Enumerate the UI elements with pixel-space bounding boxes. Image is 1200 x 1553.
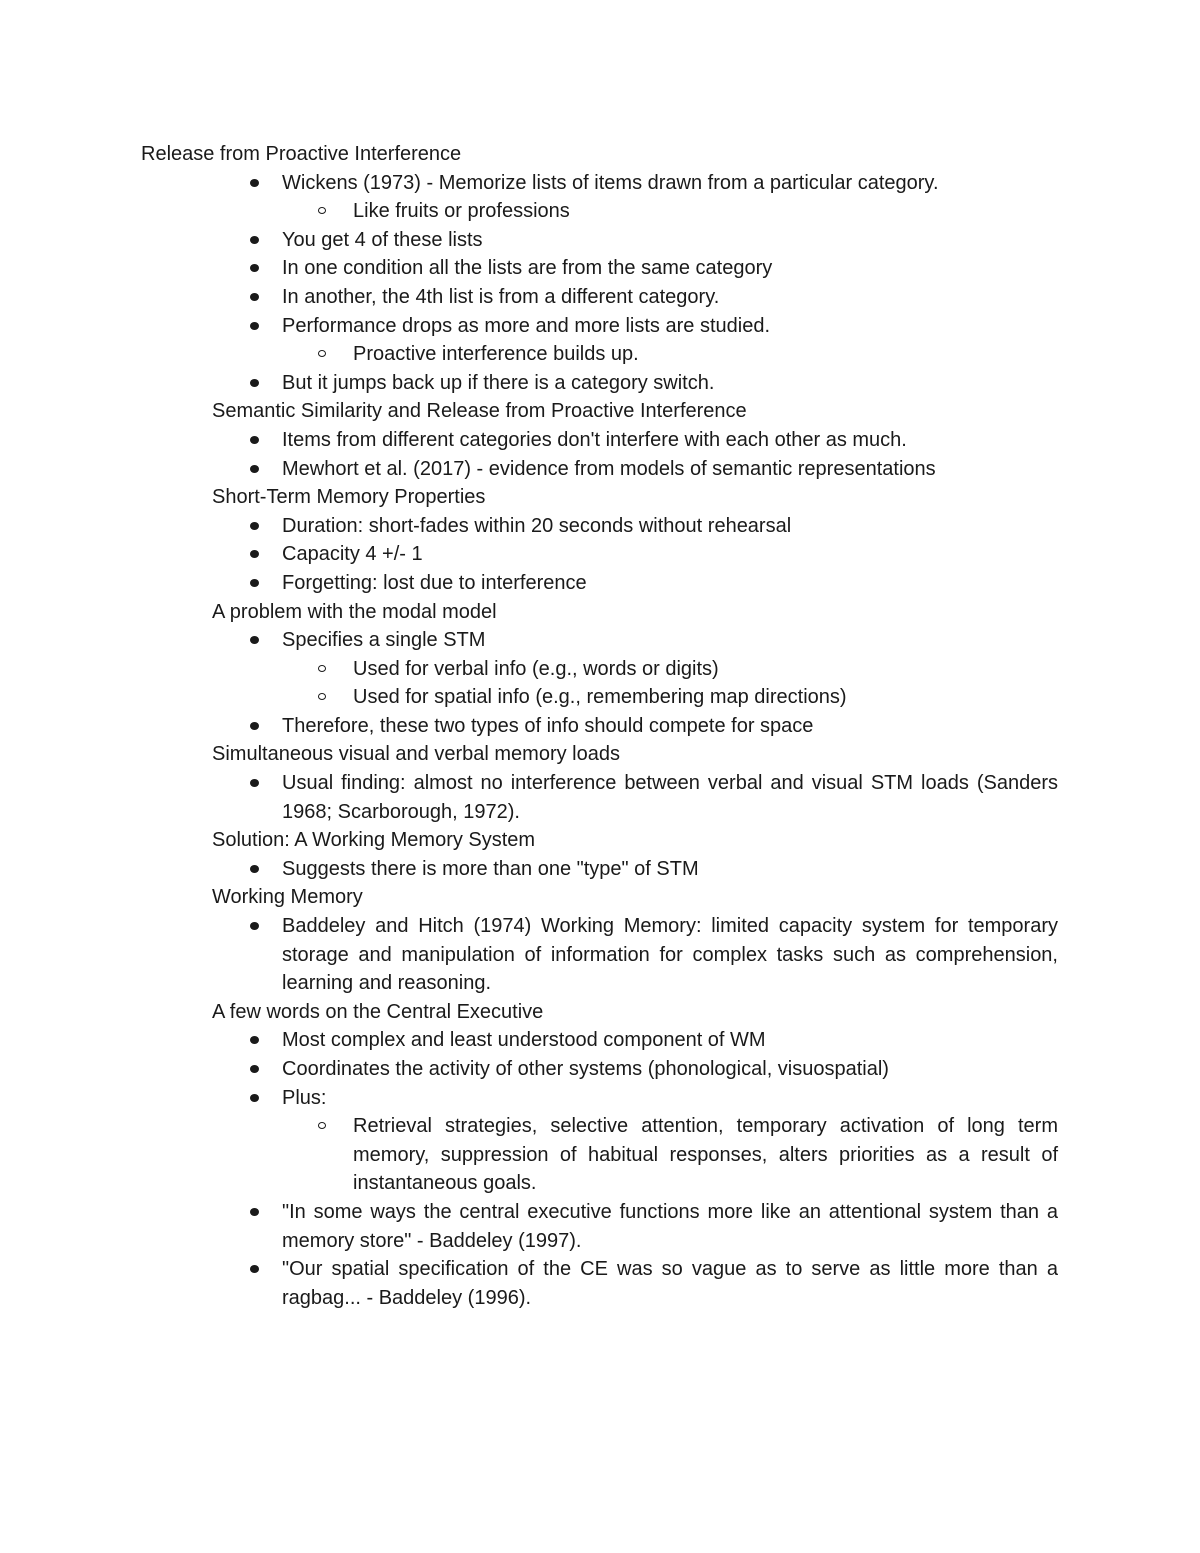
bullet-dot-icon bbox=[250, 779, 259, 787]
bullet-item: "Our spatial specification of the CE was so vague as to serve as little more than a ragbag... - Baddeley (1996). bbox=[0, 1255, 1058, 1312]
bullet-dot-icon bbox=[250, 436, 259, 444]
bullet-dot-icon bbox=[250, 722, 259, 730]
bullet-item: Specifies a single STM bbox=[0, 626, 1058, 655]
bullet-item: In another, the 4th list is from a different category. bbox=[0, 283, 1058, 312]
bullet-item: Duration: short-fades within 20 seconds without rehearsal bbox=[0, 512, 1058, 541]
bullet-item: Suggests there is more than one "type" of STM bbox=[0, 855, 1058, 884]
bullet-item: Baddeley and Hitch (1974) Working Memory: limited capacity system for temporary storage and manipulation of information for complex tasks such as comprehension, learning and reasoning. bbox=[0, 912, 1058, 998]
sub-bullet-item: Like fruits or professions bbox=[0, 197, 1058, 226]
section-heading: Release from Proactive Interference bbox=[141, 143, 462, 165]
bullet-item: Performance drops as more and more lists are studied. bbox=[0, 312, 1058, 341]
bullet-item: Most complex and least understood component of WM bbox=[0, 1026, 1058, 1055]
section-heading: Simultaneous visual and verbal memory loads bbox=[212, 743, 620, 766]
bullet-dot-icon bbox=[250, 322, 259, 330]
section-heading: Solution: A Working Memory System bbox=[212, 829, 536, 852]
bullet-circle-icon bbox=[318, 1122, 326, 1129]
bullet-dot-icon bbox=[250, 293, 259, 301]
bullet-dot-icon bbox=[250, 1208, 259, 1216]
bullet-dot-icon bbox=[250, 636, 259, 644]
bullet-dot-icon bbox=[250, 1094, 259, 1102]
bullet-circle-icon bbox=[318, 693, 326, 700]
bullet-item: Coordinates the activity of other systems (phonological, visuospatial) bbox=[0, 1055, 1058, 1084]
section-heading: A few words on the Central Executive bbox=[212, 1000, 544, 1023]
bullet-dot-icon bbox=[250, 264, 259, 272]
bullet-dot-icon bbox=[250, 579, 259, 587]
bullet-item: Plus: bbox=[0, 1084, 1058, 1113]
bullet-dot-icon bbox=[250, 1065, 259, 1073]
section-heading: Short-Term Memory Properties bbox=[212, 486, 486, 509]
bullet-circle-icon bbox=[318, 207, 326, 214]
bullet-item: Capacity 4 +/- 1 bbox=[0, 540, 1058, 569]
bullet-dot-icon bbox=[250, 465, 259, 473]
bullet-dot-icon bbox=[250, 1036, 259, 1044]
bullet-circle-icon bbox=[318, 350, 326, 357]
bullet-item: Therefore, these two types of info should compete for space bbox=[0, 712, 1058, 741]
bullet-dot-icon bbox=[250, 379, 259, 387]
bullet-item: But it jumps back up if there is a category switch. bbox=[0, 369, 1058, 398]
bullet-dot-icon bbox=[250, 1265, 259, 1273]
bullet-dot-icon bbox=[250, 179, 259, 187]
sub-bullet-item: Used for spatial info (e.g., remembering map directions) bbox=[0, 683, 1058, 712]
bullet-item: Mewhort et al. (2017) - evidence from models of semantic representations bbox=[0, 455, 1058, 484]
section-heading: Semantic Similarity and Release from Proactive Interference bbox=[212, 400, 747, 423]
sub-bullet-item: Proactive interference builds up. bbox=[0, 340, 1058, 369]
bullet-item: Wickens (1973) - Memorize lists of items drawn from a particular category. bbox=[0, 169, 1058, 198]
bullet-item: In one condition all the lists are from the same category bbox=[0, 254, 1058, 283]
section-heading: A problem with the modal model bbox=[212, 600, 497, 623]
sub-bullet-item: Retrieval strategies, selective attention, temporary activation of long term memory, suppression of habitual responses, alters priorities as a result of instantaneous goals. bbox=[0, 1112, 1058, 1198]
sub-bullet-item: Used for verbal info (e.g., words or digits) bbox=[0, 655, 1058, 684]
bullet-item: Forgetting: lost due to interference bbox=[0, 569, 1058, 598]
bullet-item: You get 4 of these lists bbox=[0, 226, 1058, 255]
section-heading: Working Memory bbox=[212, 886, 363, 909]
bullet-circle-icon bbox=[318, 665, 326, 672]
bullet-dot-icon bbox=[250, 550, 259, 558]
bullet-item: "In some ways the central executive functions more like an attentional system than a memory store" - Baddeley (1997). bbox=[0, 1198, 1058, 1255]
bullet-dot-icon bbox=[250, 865, 259, 873]
bullet-item: Items from different categories don't interfere with each other as much. bbox=[0, 426, 1058, 455]
bullet-item: Usual finding: almost no interference between verbal and visual STM loads (Sanders 1968; Scarborough, 1972). bbox=[0, 769, 1058, 826]
bullet-dot-icon bbox=[250, 922, 259, 930]
bullet-dot-icon bbox=[250, 522, 259, 530]
bullet-dot-icon bbox=[250, 236, 259, 244]
document-page bbox=[0, 140, 1200, 1312]
